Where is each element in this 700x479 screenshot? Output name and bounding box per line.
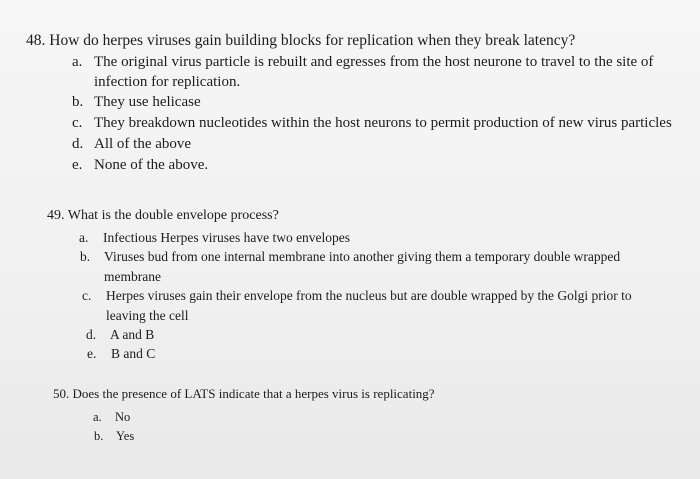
option-letter: a. [72, 54, 83, 70]
question-stem: How do herpes viruses gain building blocks for replication when they break latency? [49, 32, 576, 49]
option-letter: d. [72, 136, 84, 152]
option-letter: b. [72, 94, 84, 110]
option-text-line: The original virus particle is rebuilt and egresses from the host neurone to travel to the site of [94, 54, 654, 70]
option-text-line: membrane [104, 269, 161, 284]
question-48 [26, 31, 672, 173]
option-letter: c. [82, 288, 92, 303]
option-text-line: Infectious Herpes viruses have two envelopes [103, 230, 351, 245]
option-text-line: All of the above [94, 136, 192, 152]
option-letter: d. [86, 327, 97, 342]
question-48-text [26, 31, 575, 51]
option-text-line: Herpes viruses gain their envelope from the nucleus but are double wrapped by the Golgi prior to [106, 288, 632, 303]
question-49-text [47, 208, 279, 224]
option-text-line: infection for replication. [94, 74, 241, 90]
question-number: 50. [53, 386, 70, 401]
option-letter: e. [72, 157, 83, 173]
option-text-line: None of the above. [94, 157, 209, 173]
question-number: 49. [47, 208, 65, 223]
question-stem: What is the double envelope process? [67, 208, 279, 223]
option-text-line: Viruses bud from one internal membrane into another giving them a temporary double wrapped [104, 249, 621, 264]
option-text-line: They use helicase [94, 94, 201, 110]
option-text-line: A and B [110, 327, 155, 342]
option-letter: e. [87, 346, 97, 361]
option-letter: a. [93, 410, 102, 424]
option-text-line: B and C [111, 346, 156, 361]
question-50-text [53, 386, 435, 402]
option-text-line: They breakdown nucleotides within the host neurons to permit production of new virus particles [94, 115, 672, 131]
option-text-line: leaving the cell [106, 308, 189, 323]
option-text-line: Yes [116, 429, 135, 443]
question-number: 48. [26, 32, 46, 49]
question-50 [53, 386, 435, 443]
option-letter: b. [94, 429, 104, 443]
question-49 [47, 208, 632, 361]
question-stem: Does the presence of LATS indicate that a herpes virus is replicating? [72, 386, 435, 401]
option-text-line: No [115, 410, 131, 424]
option-letter: a. [79, 230, 89, 245]
option-letter: b. [80, 249, 91, 264]
option-letter: c. [72, 115, 83, 131]
option-48-a [72, 52, 692, 94]
